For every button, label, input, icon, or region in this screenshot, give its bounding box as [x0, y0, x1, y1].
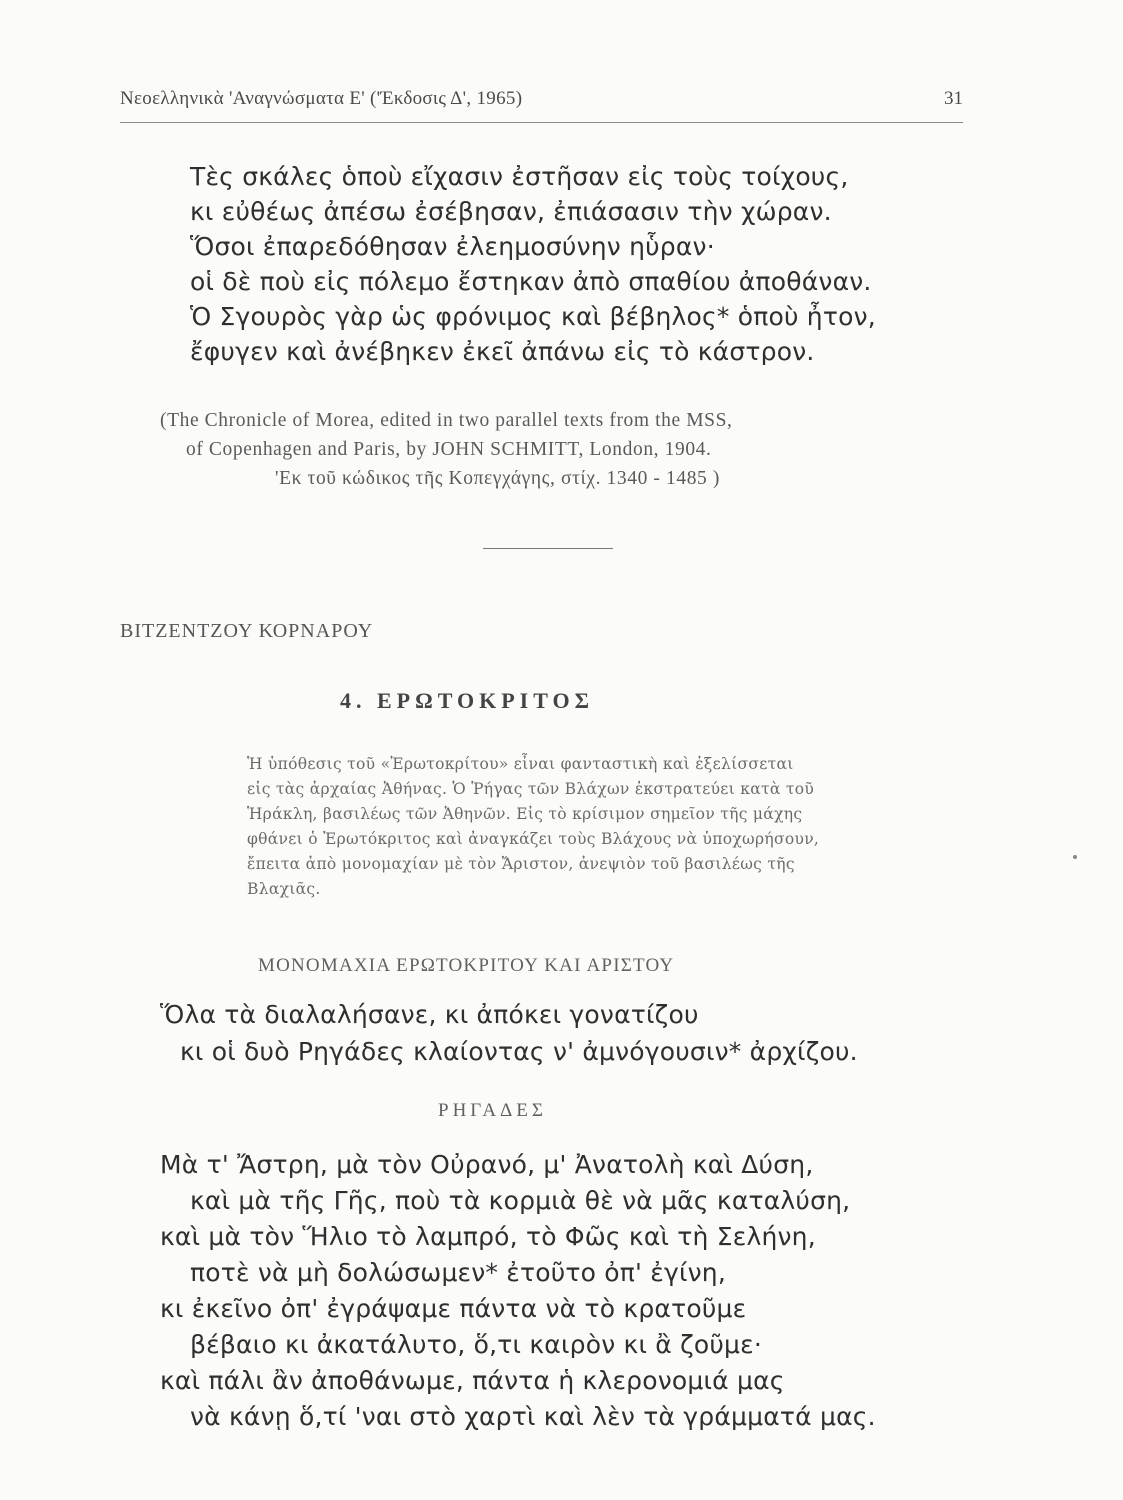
citation-line: (The Chronicle of Morea, edited in two parallel texts from the MSS, [160, 410, 733, 431]
opening-verse: κι οἱ δυὸ Ρηγάδες κλαίοντας ν' ἀμνόγουσιν* ἀρχίζου. [180, 1037, 858, 1066]
opening-verse: Ὅλα τὰ διαλαλήσανε, κι ἀπόκει γονατίζου [160, 1000, 699, 1029]
oath-verse: καὶ μὰ τῆς Γῆς, ποὺ τὰ κορμιὰ θὲ νὰ μᾶς καταλύση, [190, 1186, 851, 1215]
oath-verse: νὰ κάνῃ ὅ,τί 'ναι στὸ χαρτὶ καὶ λὲν τὰ γράμματά μας. [190, 1402, 876, 1431]
citation-line: of Copenhagen and Paris, by JOHN SCHMITT, London, 1904. [186, 439, 712, 460]
header-rule [120, 122, 963, 123]
author-name: ΒΙΤΖΕΝΤΖΟΥ ΚΟΡΝΑΡΟΥ [120, 620, 374, 642]
oath-verse: κι ἐκεῖνο ὀπ' ἐγράψαμε πάντα νὰ τὸ κρατοῦμε [160, 1294, 747, 1323]
chronicle-verse: οἱ δὲ ποὺ εἰς πόλεμο ἔστηκαν ἀπὸ σπαθίου ἀποθάναν. [190, 267, 872, 296]
section-separator [483, 548, 613, 549]
chronicle-verse: Τὲς σκάλες ὁποὺ εἴχασιν ἐστῆσαν εἰς τοὺς τοίχους, [190, 162, 849, 191]
oath-verse: βέβαιο κι ἀκατάλυτο, ὅ,τι καιρὸν κι ἂ ζοῦμε· [190, 1330, 763, 1359]
page-number: 31 [944, 88, 963, 109]
chronicle-verse: ἔφυγεν καὶ ἀνέβηκεν ἐκεῖ ἀπάνω εἰς τὸ κάστρον. [190, 337, 815, 366]
summary-line: Ἡράκλη, βασιλέως τῶν Ἀθηνῶν. Εἰς τὸ κρίσιμον σημεῖον τῆς μάχης [247, 805, 803, 823]
oath-verse: ποτὲ νὰ μὴ δολώσωμεν* ἐτοῦτο ὀπ' ἐγίνη, [190, 1258, 726, 1287]
chronicle-verse: Ὅσοι ἐπαρεδόθησαν ἐλεημοσύνην ηὗραν· [190, 232, 715, 261]
oath-verse: Μὰ τ' Ἄστρη, μὰ τὸν Οὐρανό, μ' Ἀνατολὴ καὶ Δύση, [160, 1150, 814, 1179]
summary-line: ἔπειτα ἀπὸ μονομαχίαν μὲ τὸν Ἄριστον, ἀνεψιὸν τοῦ βασιλέως τῆς [247, 855, 795, 873]
summary-line: φθάνει ὁ Ἐρωτόκριτος καὶ ἀναγκάζει τοὺς Βλάχους νὰ ὑποχωρήσουν, [247, 830, 820, 848]
citation-line: 'Εκ τοῦ κώδικος τῆς Κοπεγχάγης, στίχ. 1340 - 1485 ) [275, 468, 720, 489]
oath-verse: καὶ πάλι ἂν ἀποθάνωμε, πάντα ἡ κλερονομιά μας [160, 1366, 785, 1395]
oath-verse: καὶ μὰ τὸν Ἥλιο τὸ λαμπρό, τὸ Φῶς καὶ τὴ Σελήνη, [160, 1222, 816, 1251]
running-title: Νεοελληνικὰ 'Αναγνώσματα Ε' ('Έκδοσις Δ', 1965) [120, 88, 523, 109]
summary-line: εἰς τὰς ἀρχαίας Ἀθήνας. Ὁ Ῥήγας τῶν Βλάχων ἐκστρατεύει κατὰ τοῦ [247, 780, 815, 798]
section-heading: ΜΟΝΟΜΑΧΙΑ ΕΡΩΤΟΚΡΙΤΟΥ ΚΑΙ ΑΡΙΣΤΟΥ [258, 955, 675, 976]
poem-title: 4. ΕΡΩΤΟΚΡΙΤΟΣ [340, 688, 595, 713]
margin-speck [1073, 855, 1077, 859]
chronicle-verse: κι εὐθέως ἀπέσω ἐσέβησαν, ἐπιάσασιν τὴν χώραν. [190, 197, 832, 226]
speaker-heading: ΡΗΓΑΔΕΣ [438, 1100, 547, 1121]
summary-line: Ἡ ὑπόθεσις τοῦ «Ἐρωτοκρίτου» εἶναι φανταστικὴ καὶ ἐξελίσσεται [247, 755, 794, 773]
chronicle-verse: Ὁ Σγουρὸς γὰρ ὡς φρόνιμος καὶ βέβηλος* ὁποὺ ἦτον, [190, 302, 876, 331]
summary-line: Βλαχιᾶς. [247, 880, 321, 898]
